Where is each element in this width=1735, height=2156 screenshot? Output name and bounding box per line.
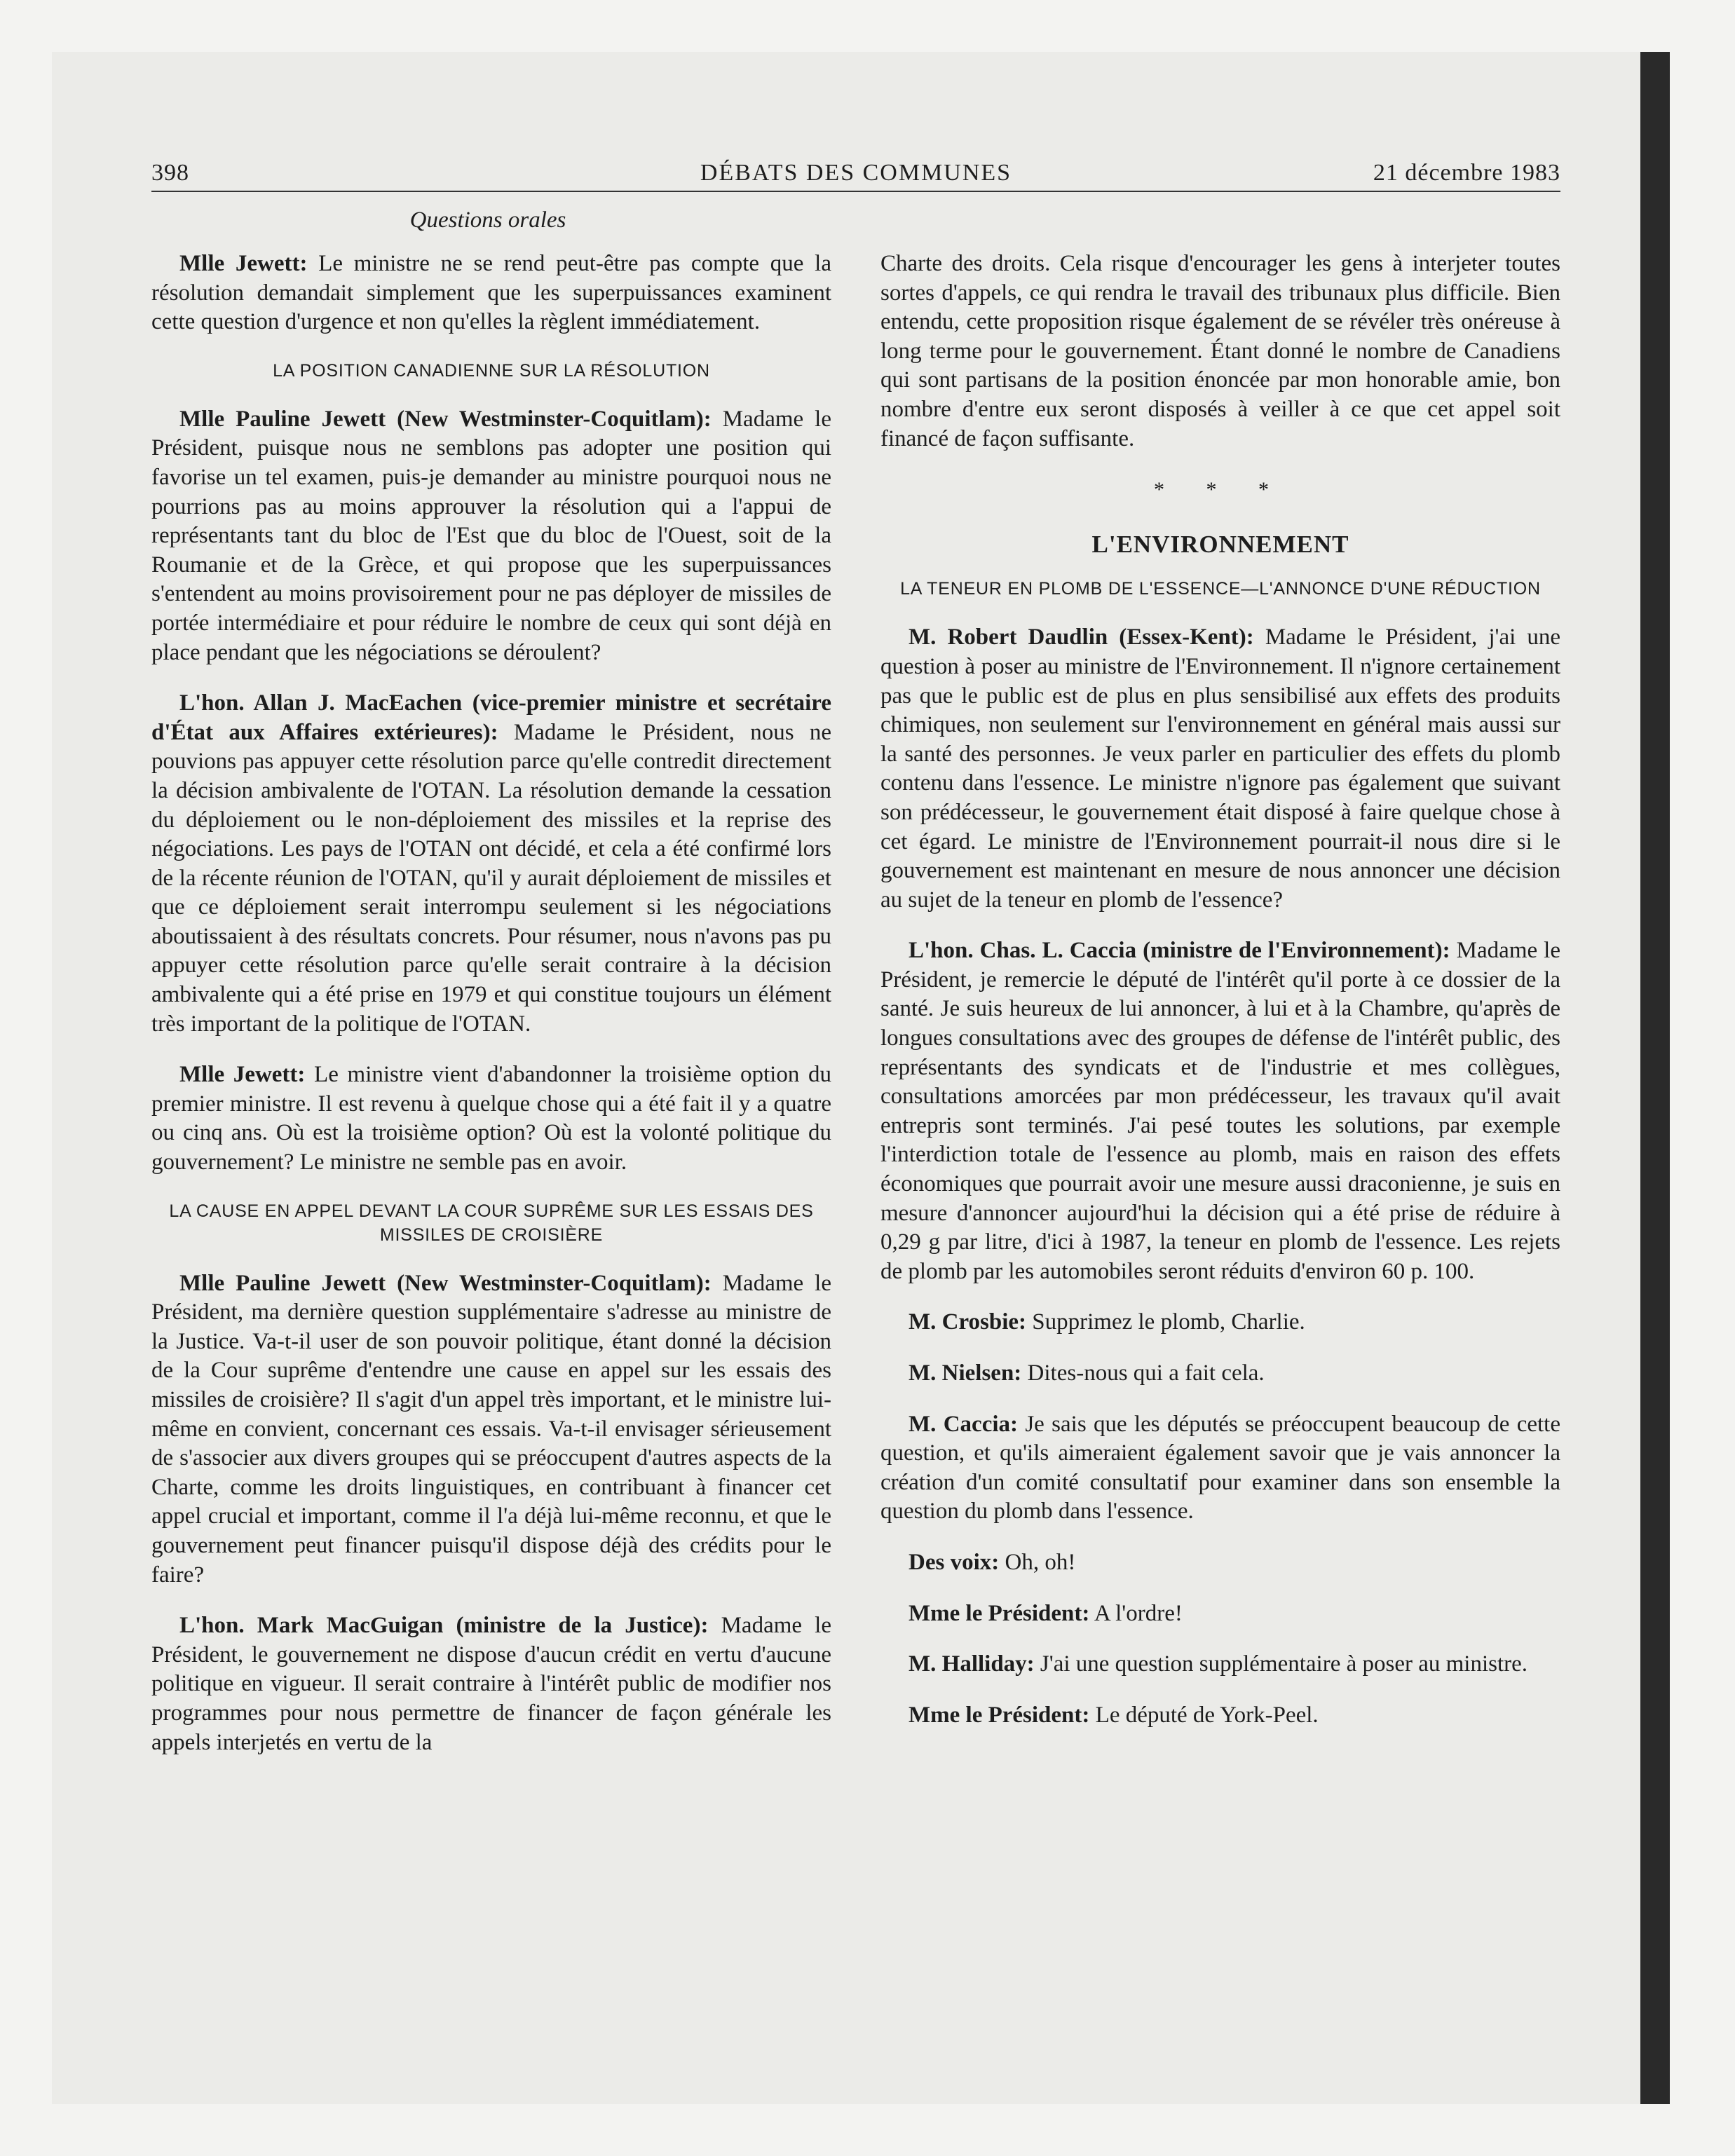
speaker: Mme le Président: — [909, 1702, 1090, 1728]
paragraph — [151, 1060, 831, 1177]
speech: Madame le Président, je remercie le député de l'intérêt qu'il porte à ce dossier de la santé. Je suis heureux de lui annoncer, à lui et à la Chambre, qu'après de longues consultations avec des groupes de défense de l'intérêt public, des représentants des syndicats et de l'industrie et mes collègues, consultations amorcées par mon prédécesseur, les travaux qu'il avait entrepris sont terminés. J'ai pesé toutes les solutions, par exemple l'interdiction totale de l'essence au plomb, mais en raison des effets économiques que pourrait avoir une mesure aussi draconienne, je suis en mesure d'annoncer aujourd'hui la décision qui a été prise de réduire à 0,29 g par litre, d'ici à 1987, la teneur en plomb de l'essence. Les rejets de plomb par les automobiles seront réduits d'environ 60 p. 100. — [880, 938, 1560, 1284]
speech: Madame le Président, nous ne pouvions pas appuyer cette résolution parce qu'elle contredit directement la décision ambivalente de l'OTAN. La résolution demande la cessation du déploiement ou le non-déploiement des missiles et la reprise des négociations. Les pays de l'OTAN ont décidé, et cela a été confirmé lors de la récente réunion de l'OTAN, qu'il y aurait déploiement de missiles et que ce déploiement serait interrompu seulement si les négociations aboutissaient à des résultats concrets. Pour résumer, nous n'avons pas pu appuyer cette résolution parce qu'elle serait contraire à la décision ambivalente qui a été prise en 1979 et qui constitue toujours un élément très important de la politique de l'OTAN. — [151, 719, 831, 1037]
subheading: LA POSITION CANADIENNE SUR LA RÉSOLUTION — [273, 360, 710, 381]
speech: Madame le Président, j'ai une question à poser au ministre de l'Environnement. Il n'ignore certainement pas que le public est de plus en plus sensibilisé aux effets des produits chimiques, non seulement sur l'environnement en général mais aussi sur la santé des personnes. Je veux parler en particulier des effets du plomb contenu dans l'essence. Le ministre n'ignore pas également que suivant son prédécesseur, le gouvernement était disposé à faire quelque chose à cet égard. Le ministre de l'Environnement pourrait-il nous dire si le gouvernement est maintenant en mesure de nous annoncer une décision au sujet de la teneur en plomb de l'essence? — [880, 625, 1560, 913]
paragraph — [151, 1269, 831, 1590]
paragraph — [151, 405, 831, 667]
speech: Dites-nous qui a fait cela. — [1021, 1360, 1265, 1386]
speaker: M. Nielsen: — [909, 1360, 1022, 1386]
page-number: 398 — [151, 160, 189, 186]
subheading: LA CAUSE EN APPEL DEVANT LA COUR SUPRÊME SUR LES ESSAIS DES MISSILES DE CROISIÈRE — [169, 1201, 814, 1245]
speech: Madame le Président, ma dernière question supplémentaire s'adresse au ministre de la Justice. Va-t-il user de son pouvoir politique, étant donné la décision de la Cour suprême d'entendre une cause en appel sur les essais des missiles de croisière? Il s'agit d'un appel très important, et le ministre lui-même en convient, concernant ces essais. Va-t-il envisager sérieusement de s'associer aux divers groupes qui se préoccupent d'autres aspects de la Charte, comme les droits linguistiques, en contribuant à financer cet appel crucial et important, comme il l'a déjà lui-même reconnu, et que le gouvernement peut financer puisqu'il dispose déjà des crédits pour le faire? — [151, 1270, 831, 1588]
publication-title: DÉBATS DES COMMUNES — [700, 160, 1012, 186]
paragraph — [880, 1650, 1560, 1679]
speech: Supprimez le plomb, Charlie. — [1026, 1309, 1305, 1335]
section-title: L'ENVIRONNEMENT — [1091, 530, 1349, 558]
running-head: Questions orales — [409, 207, 566, 233]
speaker: Des voix: — [909, 1549, 1000, 1575]
paragraph — [880, 936, 1560, 1286]
speech: Oh, oh! — [999, 1549, 1076, 1575]
subheading: LA TENEUR EN PLOMB DE L'ESSENCE—L'ANNONCE D'UNE RÉDUCTION — [900, 579, 1541, 599]
speech: Madame le Président, le gouvernement ne dispose d'aucun crédit en vertu d'aucune politique en vigueur. Il serait contraire à l'intérêt public de modifier nos programmes pour nous permettre de financer de façon générale les appels interjetés en vertu de la — [151, 1613, 831, 1755]
speaker: L'hon. Chas. L. Caccia (ministre de l'Environnement): — [909, 938, 1450, 964]
paragraph-continuation: Charte des droits. Cela risque d'encourager les gens à interjeter toutes sortes d'appels, ce qui rendra le travail des tribunaux plus difficile. Bien entendu, cette proposition risque également de se révéler très onéreuse à long terme pour le gouvernement. Étant donné le nombre de Canadiens qui sont partisans de la position énoncée par mon honorable amie, bon nombre d'entre eux seront disposés à veiller à ce que cet appel soit financé de façon suffisante. — [880, 251, 1560, 451]
right-column — [880, 250, 1560, 1752]
paragraph — [151, 689, 831, 1039]
speaker: M. Robert Daudlin (Essex-Kent): — [909, 625, 1254, 650]
speaker: Mlle Pauline Jewett (New Westminster-Coquitlam): — [179, 406, 712, 432]
left-column — [151, 250, 831, 1779]
paragraph — [151, 250, 831, 337]
speaker: Mlle Pauline Jewett (New Westminster-Coquitlam): — [179, 1270, 712, 1296]
header-rule — [151, 191, 1560, 192]
speaker: L'hon. Mark MacGuigan (ministre de la Justice): — [179, 1613, 709, 1639]
speaker: M. Crosbie: — [909, 1309, 1027, 1335]
section-separator: * * * — [1154, 478, 1287, 502]
speech: Le député de York-Peel. — [1089, 1702, 1319, 1728]
publication-date: 21 décembre 1983 — [1373, 160, 1560, 186]
paragraph — [151, 1611, 831, 1757]
speaker: M. Caccia: — [909, 1411, 1019, 1437]
speech: A l'ordre! — [1089, 1600, 1183, 1626]
paragraph — [880, 623, 1560, 915]
paragraph — [880, 1308, 1560, 1337]
paragraph — [880, 1410, 1560, 1527]
speech: Le ministre vient d'abandonner la troisième option du premier ministre. Il est revenu à quelque chose qui a été fait il y a quatre ou cinq ans. Où est la troisième option? Où est la volonté politique du gouvernement? Le ministre ne semble pas en avoir. — [151, 1062, 831, 1175]
paragraph — [880, 1359, 1560, 1389]
paragraph — [880, 1599, 1560, 1629]
speech: Madame le Président, puisque nous ne semblons pas adopter une position qui favorise un tel examen, puis-je demander au ministre pourquoi nous ne pourrions pas au moins approuver la résolution qui a l'appui de représentants tant du bloc de l'Est que du bloc de l'Ouest, soit de la Roumanie et de la Grèce, et qui propose que les superpuissances s'entendent au moins provisoirement pour ne pas déployer de missiles de portée intermédiaire et pour réduire le nombre de ceux qui sont déjà en place pendant que les négociations se déroulent? — [151, 406, 831, 665]
speech: Je sais que les députés se préoccupent beaucoup de cette question, et qu'ils aimeraient également savoir que je vais annoncer la création d'un comité consultatif pour examiner dans son ensemble la question du plomb dans l'essence. — [880, 1411, 1560, 1524]
paragraph — [880, 1701, 1560, 1731]
speech: J'ai une question supplémentaire à poser au ministre. — [1034, 1651, 1528, 1677]
page-header — [151, 160, 1560, 191]
speaker: Mme le Président: — [909, 1600, 1090, 1626]
scan-edge-strip — [1640, 52, 1670, 2104]
speaker: M. Halliday: — [909, 1651, 1035, 1677]
speech: Le ministre ne se rend peut-être pas compte que la résolution demandait simplement que les superpuissances examinent cette question d'urgence et non qu'elles la règlent immédiatement. — [151, 251, 831, 335]
speaker: Mlle Jewett: — [179, 1062, 306, 1088]
speaker: Mlle Jewett: — [179, 251, 308, 276]
speaker: L'hon. Allan J. MacEachen (vice-premier ministre et secrétaire d'État aux Affaires extérieures): — [151, 690, 831, 745]
paragraph — [880, 1548, 1560, 1578]
